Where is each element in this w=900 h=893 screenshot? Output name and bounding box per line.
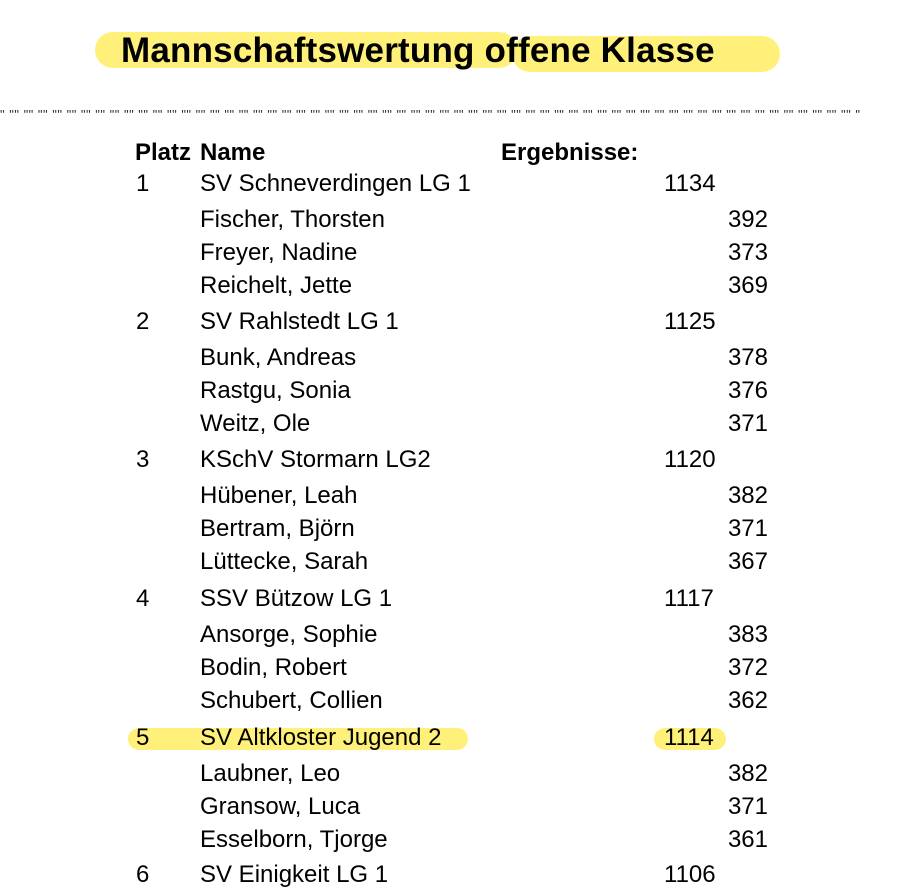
member-row: [0, 409, 900, 442]
member-score: 383: [727, 621, 768, 648]
member-score: 371: [727, 515, 768, 542]
member-row: [0, 205, 900, 238]
member-name: Lüttecke, Sarah: [200, 548, 369, 575]
header-name: Name: [200, 139, 266, 166]
member-row: [0, 825, 900, 858]
member-score: 376: [727, 377, 768, 404]
member-score: 392: [727, 206, 768, 233]
team-row: [0, 169, 900, 202]
member-row: [0, 376, 900, 409]
member-score: 362: [727, 687, 768, 714]
member-name: Schubert, Collien: [200, 687, 383, 714]
member-row: [0, 343, 900, 376]
member-row: [0, 620, 900, 653]
member-row: [0, 514, 900, 547]
team-row: [0, 584, 900, 617]
team-total: 1120: [664, 446, 716, 473]
team-rank: 3: [136, 446, 150, 473]
header-rank: Platz: [135, 139, 192, 166]
member-row: [0, 547, 900, 580]
team-total: 1125: [664, 308, 716, 335]
member-row: [0, 653, 900, 686]
team-name: SV Rahlstedt LG 1: [200, 308, 399, 335]
team-rank: 4: [136, 585, 150, 612]
member-score: 371: [727, 410, 768, 437]
member-score: 361: [727, 826, 768, 853]
member-name: Bertram, Björn: [200, 515, 355, 542]
team-name: SSV Bützow LG 1: [200, 585, 393, 612]
page-title-text: Mannschaftswertung offene Klasse: [121, 31, 715, 70]
team-rank: 5: [136, 724, 150, 751]
member-name: Rastgu, Sonia: [200, 377, 351, 404]
member-score: 372: [727, 654, 768, 681]
header-results: Ergebnisse:: [501, 139, 639, 166]
member-name: Weitz, Ole: [200, 410, 311, 437]
member-name: Ansorge, Sophie: [200, 621, 378, 648]
member-row: [0, 238, 900, 271]
team-row: [0, 860, 900, 893]
member-score: 367: [727, 548, 768, 575]
member-row: [0, 481, 900, 514]
member-row: [0, 792, 900, 825]
member-name: Esselborn, Tjorge: [200, 826, 388, 853]
team-rank: 2: [136, 308, 150, 335]
member-name: Bodin, Robert: [200, 654, 347, 681]
dotted-separator: " "" "" "" "" "" "" "" "" "" "" "" "" "" "" "" "" "" "" "" "" "" "" "" "" "" "" "" "" "" "" "" "" "" "" "" "" "" "" "" "" "" "" "" "" "" "" "" "" "" "" "" "" "" "" "" "" "" "" "" ": [0, 110, 861, 120]
member-name: Hübener, Leah: [200, 482, 358, 509]
team-total: 1134: [664, 170, 716, 197]
member-name: Bunk, Andreas: [200, 344, 357, 371]
team-row: [0, 445, 900, 478]
member-row: [0, 271, 900, 304]
team-rank: 6: [136, 861, 150, 888]
team-row: [0, 307, 900, 340]
team-name: KSchV Stormarn LG2: [200, 446, 431, 473]
member-name: Freyer, Nadine: [200, 239, 358, 266]
member-score: 382: [727, 482, 768, 509]
member-name: Laubner, Leo: [200, 760, 341, 787]
member-score: 378: [727, 344, 768, 371]
member-score: 382: [727, 760, 768, 787]
member-name: Gransow, Luca: [200, 793, 361, 820]
team-row: [0, 723, 900, 756]
page-title: [95, 28, 795, 76]
team-total: 1117: [664, 585, 714, 612]
team-total: 1114: [664, 724, 714, 751]
team-name: SV Schneverdingen LG 1: [200, 170, 471, 197]
member-row: [0, 759, 900, 792]
team-total: 1106: [664, 861, 716, 888]
member-row: [0, 686, 900, 719]
member-name: Fischer, Thorsten: [200, 206, 385, 233]
member-score: 371: [727, 793, 768, 820]
team-rank: 1: [136, 170, 150, 197]
member-name: Reichelt, Jette: [200, 272, 353, 299]
member-score: 369: [727, 272, 768, 299]
team-name: SV Altkloster Jugend 2: [200, 724, 442, 751]
member-score: 373: [727, 239, 768, 266]
team-name: SV Einigkeit LG 1: [200, 861, 389, 888]
